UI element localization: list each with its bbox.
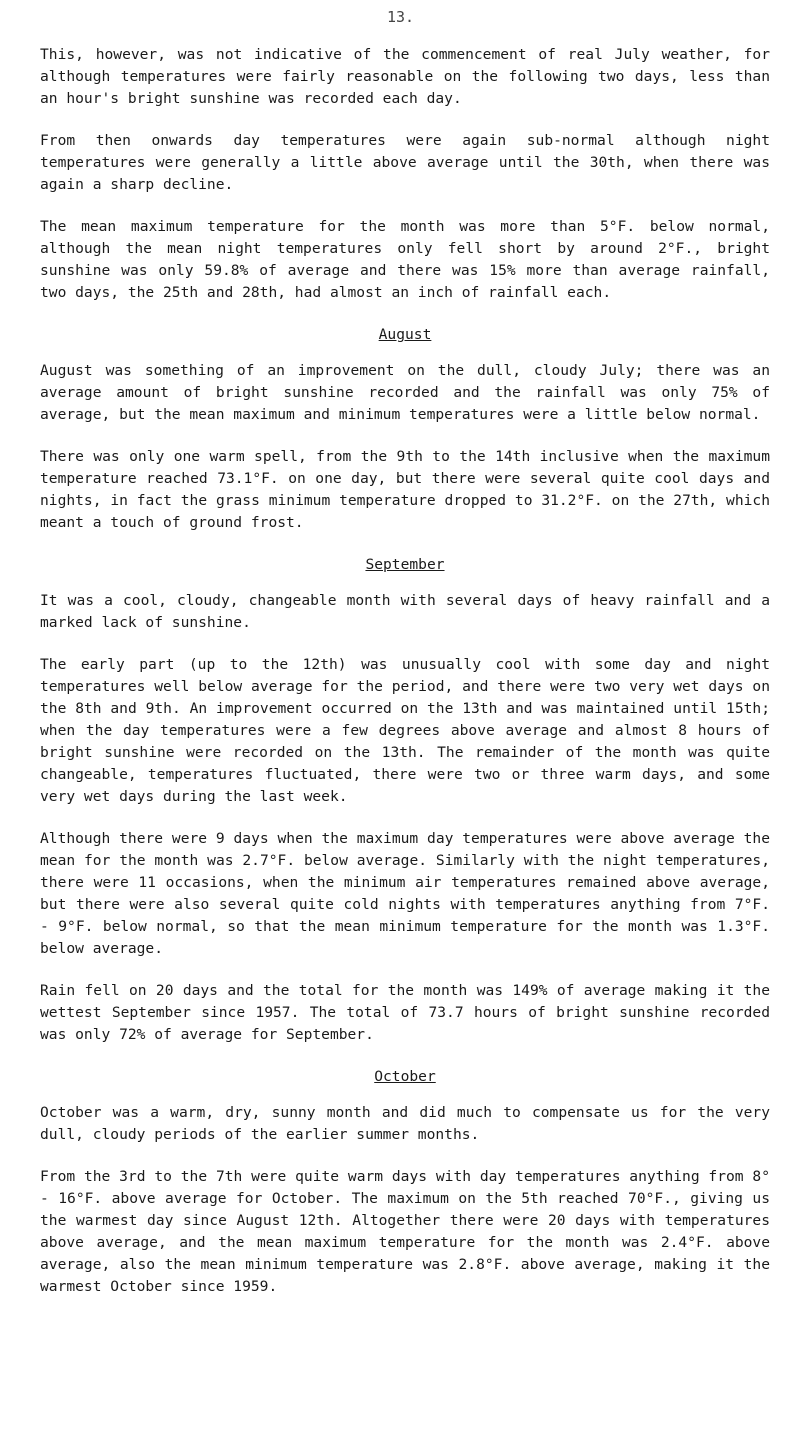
page-number: 13. — [386, 8, 415, 26]
section-paragraph: The early part (up to the 12th) was unusually cool with some day and night temperatures well below average for the period, and there were two very wet days on the 8th and 9th. An improvement occurred on the 13th and was maintained until 15th; when the day temperatures were a few degrees above average and almost 8 hours of bright sunshine were recorded on the 13th. The remainder of the month was quite changeable, temperatures fluctuated, there were two or three warm days, and some very wet days during the last week. — [40, 656, 770, 805]
section-heading-august: August — [378, 326, 432, 343]
section-paragraph: Rain fell on 20 days and the total for the month was 149% of average making it the wettest September since 1957. The total of 73.7 hours of bright sunshine recorded was only 72% of average for September. — [40, 982, 770, 1043]
section-paragraph: October was a warm, dry, sunny month and did much to compensate us for the very dull, cloudy periods of the earlier summer months. — [40, 1104, 770, 1143]
intro-paragraph: This, however, was not indicative of the commencement of real July weather, for although temperatures were fairly reasonable on the following two days, less than an hour's bright sunshine was recorded each day. — [40, 46, 770, 107]
section-paragraph: Although there were 9 days when the maximum day temperatures were above average the mean for the month was 2.7°F. below average. Similarly with the night temperatures, there were 11 occasions, when the minimum air temperatures remained above average, but there were also several quite cold nights with temperatures anything from 7°F. - 9°F. below normal, so that the mean minimum temperature for the month was 1.3°F. below average. — [40, 830, 770, 957]
intro-paragraph: The mean maximum temperature for the month was more than 5°F. below normal, although the mean night temperatures only fell short by around 2°F., bright sunshine was only 59.8% of average and there was 15% more than average rainfall, two days, the 25th and 28th, had almost an inch of rainfall each. — [40, 218, 770, 301]
section-paragraph: It was a cool, cloudy, changeable month with several days of heavy rainfall and a marked lack of sunshine. — [40, 592, 770, 631]
section-heading-october: October — [374, 1068, 436, 1085]
section-paragraph: August was something of an improvement on the dull, cloudy July; there was an average amount of bright sunshine recorded and the rainfall was only 75% of average, but the mean maximum and minimum temperatures were a little below normal. — [40, 362, 770, 423]
document-body — [40, 44, 770, 1318]
section-paragraph: From the 3rd to the 7th were quite warm days with day temperatures anything from 8° - 16°F. above average for October. The maximum on the 5th reached 70°F., giving us the warmest day since August 12th. Altogether there were 20 days with temperatures above average, and the mean maximum temperature for the month was 2.4°F. above average, also the mean minimum temperature was 2.8°F. above average, making it the warmest October since 1959. — [40, 1168, 770, 1295]
section-heading-september: September — [365, 556, 445, 573]
section-paragraph: There was only one warm spell, from the 9th to the 14th inclusive when the maximum temperature reached 73.1°F. on one day, but there were several quite cool days and nights, in fact the grass minimum temperature dropped to 31.2°F. on the 27th, which meant a touch of ground frost. — [40, 448, 770, 531]
intro-paragraph: From then onwards day temperatures were again sub-normal although night temperatures were generally a little above average until the 30th, when there was again a sharp decline. — [40, 132, 770, 193]
